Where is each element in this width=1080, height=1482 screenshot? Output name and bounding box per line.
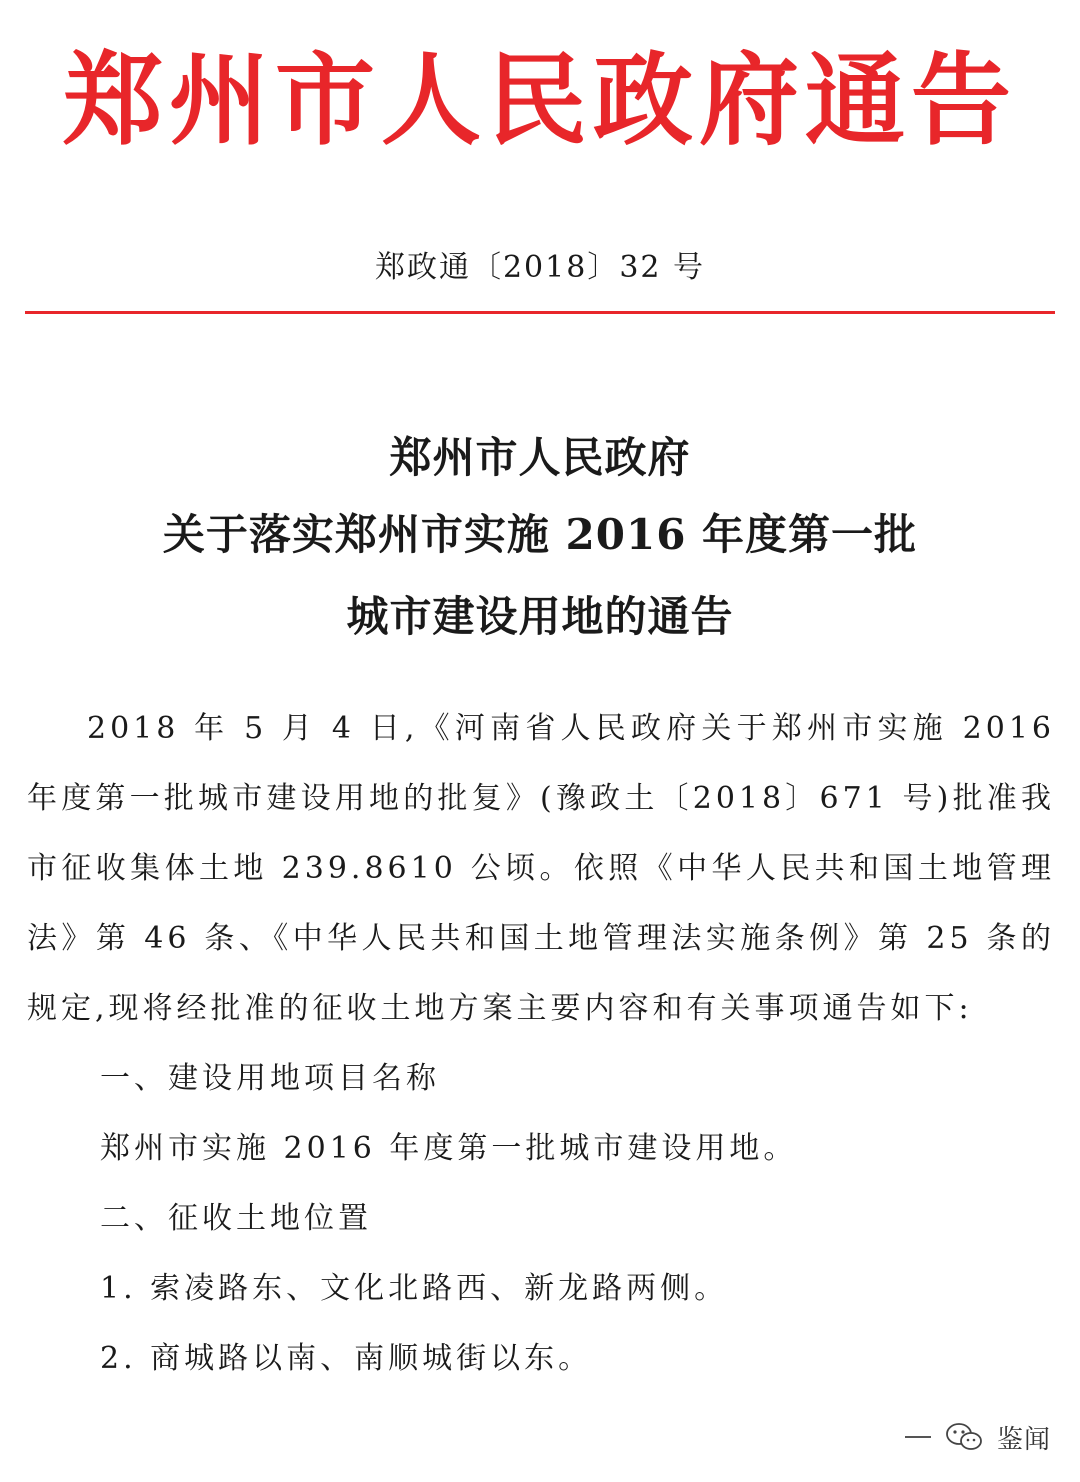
section-1-heading: 一、建设用地项目名称 xyxy=(100,1061,440,1096)
masthead-title: 郑州市人民政府通告 xyxy=(63,41,1017,159)
watermark xyxy=(905,1412,1051,1462)
intro-paragraph: 2018 年 5 月 4 日,《河南省人民政府关于郑州市实施 2016 年度第一批城市建设用地的批复》(豫政土〔2018〕671 号)批准我市征收集体土地 239.8610 公顷。依照《中华人民共和国土地管理法》第 46 条、《中华人民共和国土地管理法实施条例》第 25 条的规定,现将经批准的征收土地方案主要内容和有关事项通告如下: xyxy=(27,711,1055,1026)
section-1-text: 郑州市实施 2016 年度第一批城市建设用地。 xyxy=(100,1131,798,1166)
wechat-icon xyxy=(945,1422,983,1452)
title-line-3: 城市建设用地的通告 xyxy=(346,592,734,641)
title-line-1: 郑州市人民政府 xyxy=(389,433,691,482)
red-divider xyxy=(25,311,1055,314)
watermark-text: 鉴闻 xyxy=(997,1424,1052,1455)
location-item-2: 2. 商城路以南、南顺城街以东。 xyxy=(100,1341,593,1376)
document-number: 郑政通〔2018〕32 号 xyxy=(374,250,706,285)
section-2-heading: 二、征收土地位置 xyxy=(100,1201,372,1236)
location-item-1: 1. 索凌路东、文化北路西、新龙路两侧。 xyxy=(100,1271,729,1306)
document-body xyxy=(27,694,1055,1394)
title-line-2: 关于落实郑州市实施 2016 年度第一批 xyxy=(162,510,918,559)
watermark-dash xyxy=(905,1436,931,1438)
